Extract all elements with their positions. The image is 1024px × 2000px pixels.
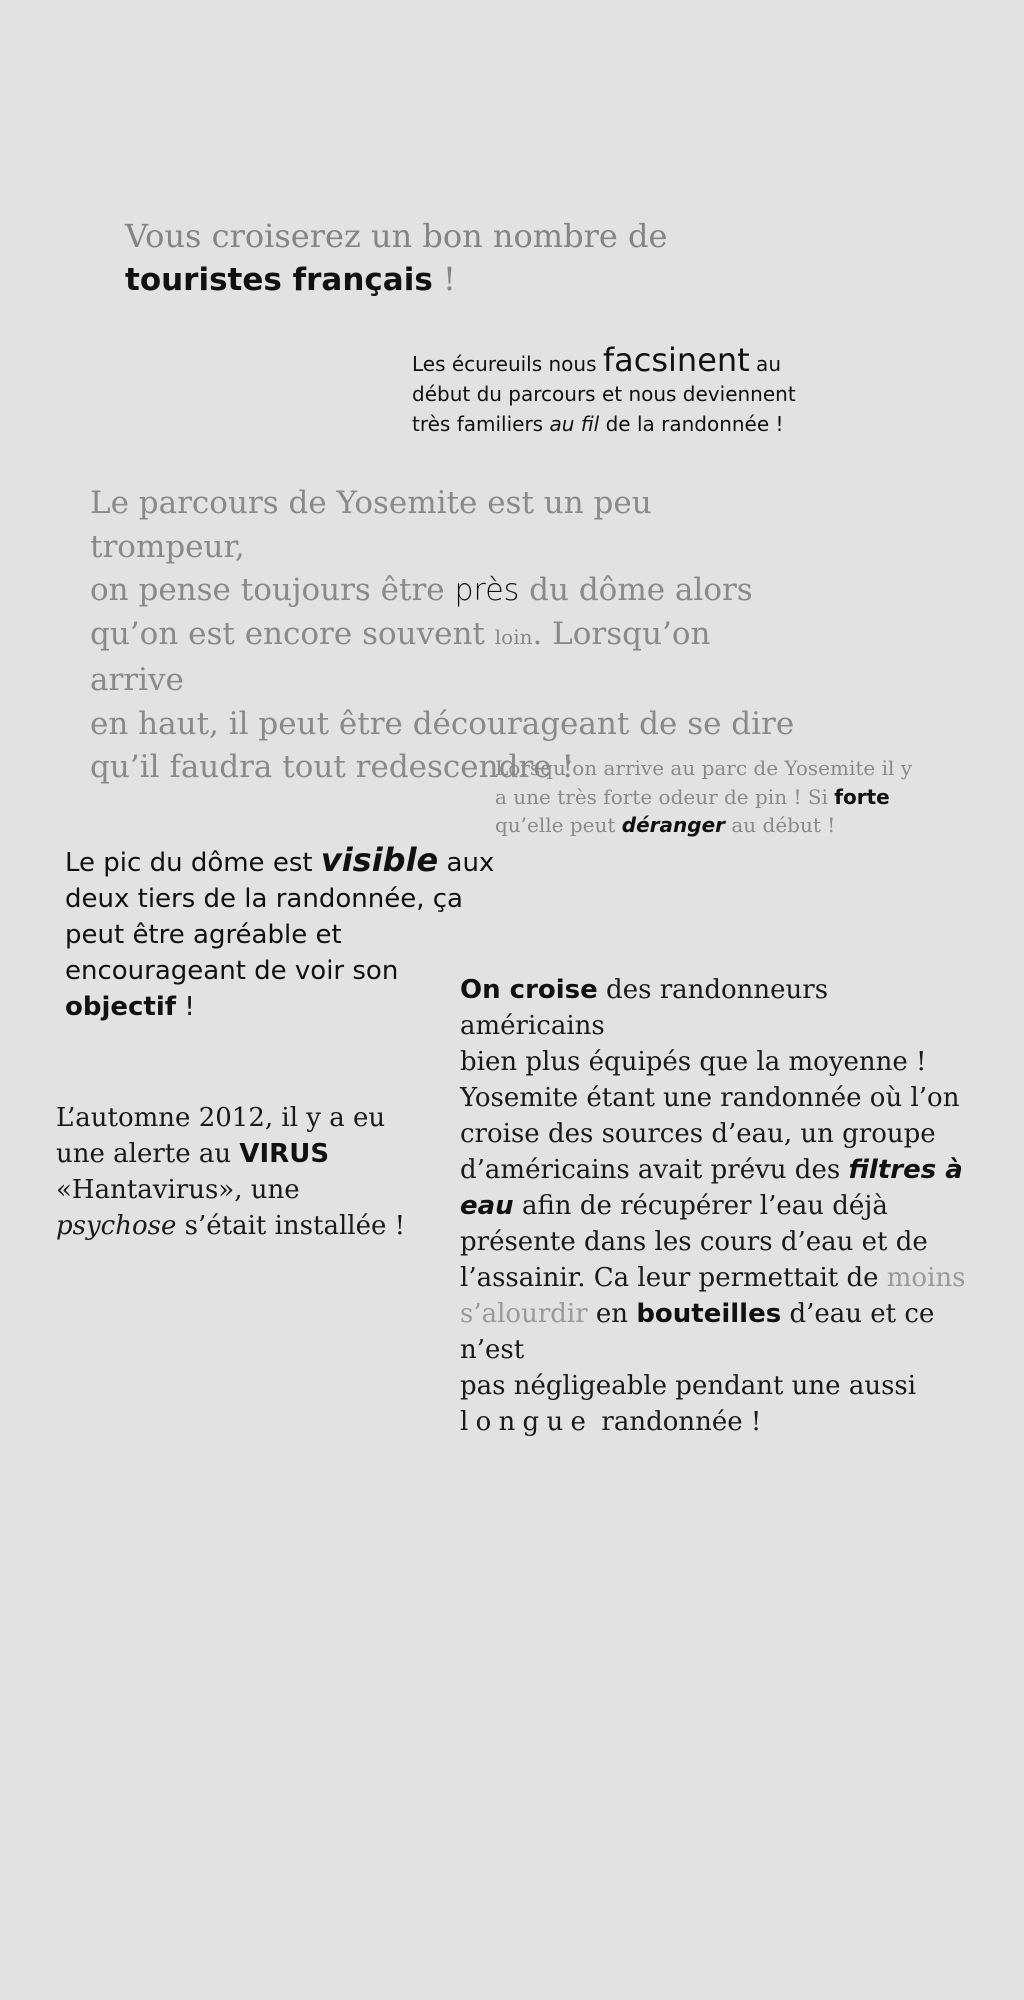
- quote-text: bien plus équipés que la moyenne !: [460, 1047, 927, 1077]
- quote-text: l’assainir. Ca leur permettait de: [460, 1263, 887, 1293]
- quote-text: du dôme alors: [519, 572, 753, 608]
- quote-text: afin de récupérer l’eau déjà: [513, 1191, 888, 1221]
- emphasis-touristes: touristes français: [125, 262, 433, 298]
- quote-text: «Hantavirus», une: [56, 1175, 300, 1205]
- emphasis-deranger: déranger: [621, 813, 726, 837]
- emphasis-facsinent: facsinent: [602, 341, 750, 379]
- quote-text: . Lorsqu’on arrive: [90, 615, 711, 698]
- quote-text: d’américains avait prévu des: [460, 1155, 849, 1185]
- emphasis-forte: forte: [834, 784, 890, 809]
- emphasis-salourdir: s’alourdir: [460, 1299, 588, 1329]
- quote-text: début du parcours et nous deviennent: [412, 382, 796, 406]
- quote-text: croise des sources d’eau, un groupe: [460, 1119, 936, 1149]
- emphasis-psychose: psychose: [56, 1211, 177, 1241]
- quote-text: randonnée !: [593, 1407, 762, 1437]
- quote-text: Vous croiserez un bon nombre de: [125, 217, 668, 255]
- quote-text: L’automne 2012, il y a eu: [56, 1103, 386, 1133]
- emphasis-pres: près: [454, 573, 520, 608]
- emphasis-objectif: objectif: [65, 992, 177, 1022]
- quote-touristes: [125, 215, 725, 302]
- quote-text: pas négligeable pendant une aussi: [460, 1371, 917, 1401]
- quote-text: peut être agréable et: [65, 920, 342, 950]
- quote-text: d’eau et ce n’est: [460, 1299, 935, 1365]
- emphasis-longue: longue: [460, 1407, 594, 1437]
- quote-text: encourageant de voir son: [65, 956, 399, 986]
- quote-randonneurs: [460, 972, 980, 1440]
- quote-text: on pense toujours être: [90, 572, 455, 608]
- quote-ecureuils: [412, 341, 832, 439]
- quote-parcours: [90, 482, 810, 790]
- quote-text: qu’il faudra tout redescendre !: [90, 749, 574, 785]
- quote-text: deux tiers de la randonnée, ça: [65, 884, 463, 914]
- quote-text: Le pic du dôme est: [65, 848, 321, 878]
- quote-hantavirus: [56, 1100, 476, 1244]
- emphasis-on-croise: On croise: [460, 975, 598, 1005]
- quote-text: des randonneurs américains: [460, 975, 829, 1041]
- emphasis-au-fil: au fil: [549, 412, 600, 436]
- emphasis-filtres: filtres à: [848, 1155, 963, 1185]
- quote-text: s’était installée !: [176, 1211, 406, 1241]
- quote-text: Lorsqu’on arrive au parc de Yosemite il y: [495, 756, 913, 780]
- emphasis-loin: loin: [494, 624, 533, 649]
- quote-text: qu’on est encore souvent: [90, 615, 495, 652]
- quote-text: très familiers: [412, 412, 550, 436]
- quote-text: !: [176, 992, 195, 1022]
- emphasis-eau: eau: [460, 1191, 514, 1221]
- quote-text: Les écureuils nous: [412, 352, 603, 376]
- emphasis-virus: VIRUS: [239, 1139, 330, 1169]
- emphasis-moins: moins: [886, 1263, 966, 1293]
- quote-text: une alerte au: [56, 1139, 240, 1169]
- quote-text: en: [587, 1299, 637, 1329]
- emphasis-visible: visible: [320, 841, 439, 879]
- quote-text: de la randonnée !: [599, 412, 784, 436]
- quote-text: au début !: [725, 813, 836, 837]
- quote-text: Le parcours de Yosemite est un peu trompeur,: [90, 485, 652, 565]
- quote-text: en haut, il peut être décourageant de se dire: [90, 705, 795, 742]
- quote-text: présente dans les cours d’eau et de: [460, 1227, 928, 1257]
- quote-text: a une très forte odeur de pin ! Si: [495, 784, 835, 809]
- emphasis-bouteilles: bouteilles: [636, 1299, 782, 1329]
- quote-text: Yosemite étant une randonnée où l’on: [460, 1083, 960, 1113]
- quote-text: qu’elle peut: [495, 813, 622, 837]
- quote-odeur-pin: [495, 754, 925, 840]
- quote-text: aux: [438, 848, 495, 878]
- quote-text: !: [432, 260, 456, 298]
- quote-text: au: [749, 352, 781, 376]
- quote-pic-dome: [65, 842, 505, 1025]
